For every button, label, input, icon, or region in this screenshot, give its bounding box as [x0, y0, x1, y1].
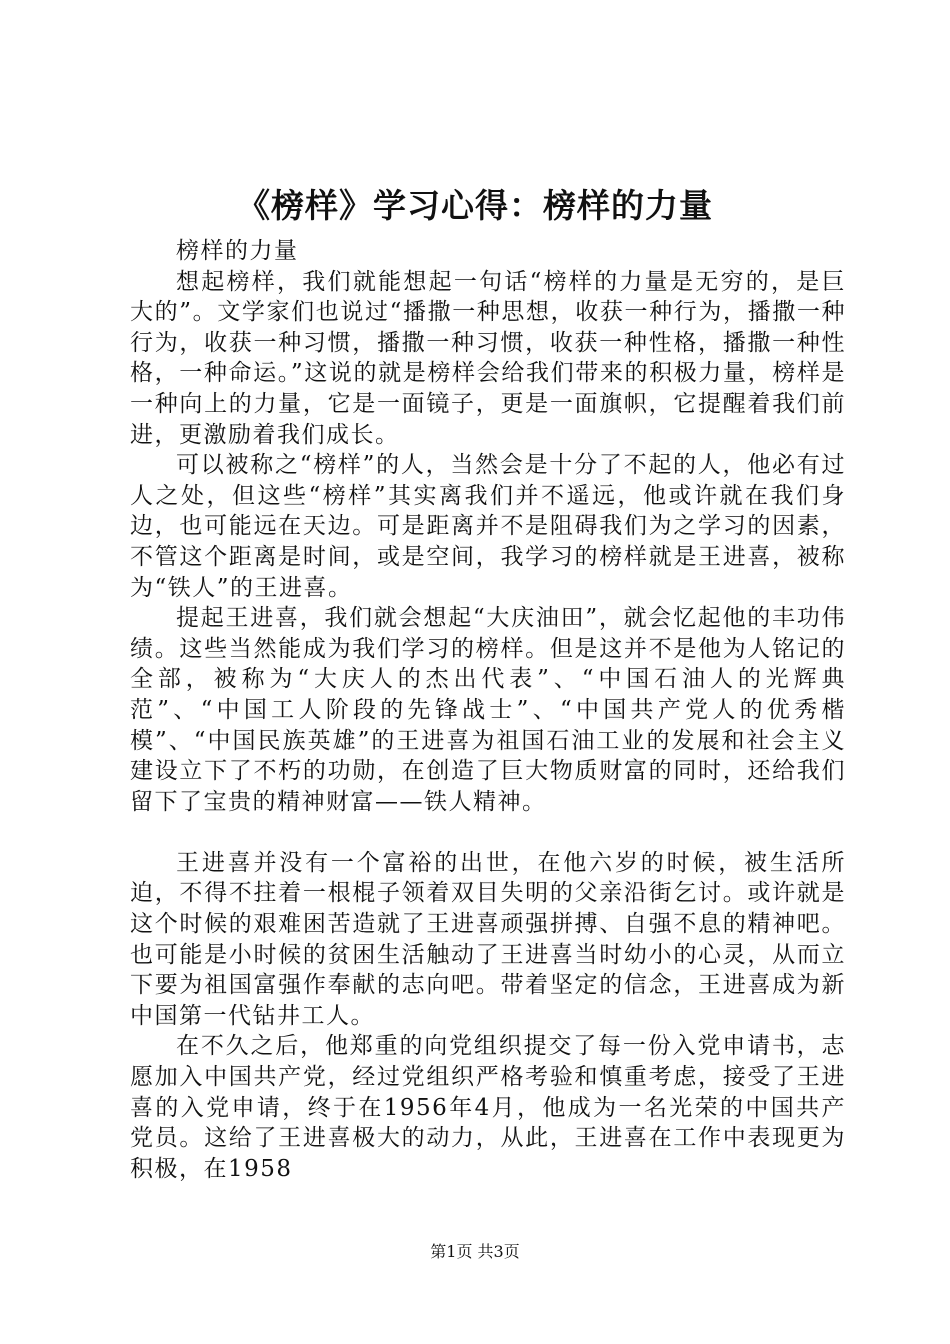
paragraph-1: 想起榜样，我们就能想起一句话“榜样的力量是无穷的，是巨大的”。文学家们也说过“播撒一种思想，收获一种行为，播撒一种行为，收获一种习惯，播撒一种习惯，收获一种性格，播撒一种性格，一种命运。”这说的就是榜样会给我们带来的积极力量，榜样是一种向上的力量，它是一面镜子，更是一面旗帜，它提醒着我们前进，更激励着我们成长。 [130, 268, 846, 448]
document-subtitle: 榜样的力量 [176, 238, 299, 264]
page-number-footer: 第1页 共3页 [430, 1242, 520, 1261]
document-body [130, 236, 846, 1184]
paragraph-gap [130, 817, 846, 848]
paragraph-3: 提起王进喜，我们就会想起“大庆油田”，就会忆起他的丰功伟绩。这些当然能成为我们学习的榜样。但是这并不是他为人铭记的全部，被称为“大庆人的杰出代表”、“中国石油人的光辉典范”、“中国工人阶段的先锋战士”、“中国共产党人的优秀楷模”、“中国民族英雄”的王进喜为祖国石油工业的发展和社会主义建设立下了不朽的功勋，在创造了巨大物质财富的同时，还给我们留下了宝贵的精神财富——铁人精神。 [130, 605, 846, 815]
document-title: 《榜样》学习心得：榜样的力量 [237, 186, 713, 225]
paragraph-5: 在不久之后，他郑重的向党组织提交了每一份入党申请书，志愿加入中国共产党，经过党组织严格考验和慎重考虑，接受了王进喜的入党申请，终于在1956年4月，他成为一名光荣的中国共产党员。这给了王进喜极大的动力，从此，王进喜在工作中表现更为积极，在1958 [130, 1033, 846, 1182]
paragraph-4: 王进喜并没有一个富裕的出世，在他六岁的时候，被生活所迫，不得不拄着一根棍子领着双目失明的父亲沿街乞讨。或许就是这个时候的艰难困苦造就了王进喜顽强拼搏、自强不息的精神吧。也可能是小时候的贫困生活触动了王进喜当时幼小的心灵，从而立下要为祖国富强作奉献的志向吧。带着坚定的信念，王进喜成为新中国第一代钻井工人。 [130, 849, 846, 1029]
paragraph-2: 可以被称之“榜样”的人，当然会是十分了不起的人，他必有过人之处，但这些“榜样”其实离我们并不遥远，他或许就在我们身边，也可能远在天边。可是距离并不是阻碍我们为之学习的因素，不管这个距离是时间，或是空间，我学习的榜样就是王进喜，被称为“铁人”的王进喜。 [130, 452, 846, 601]
